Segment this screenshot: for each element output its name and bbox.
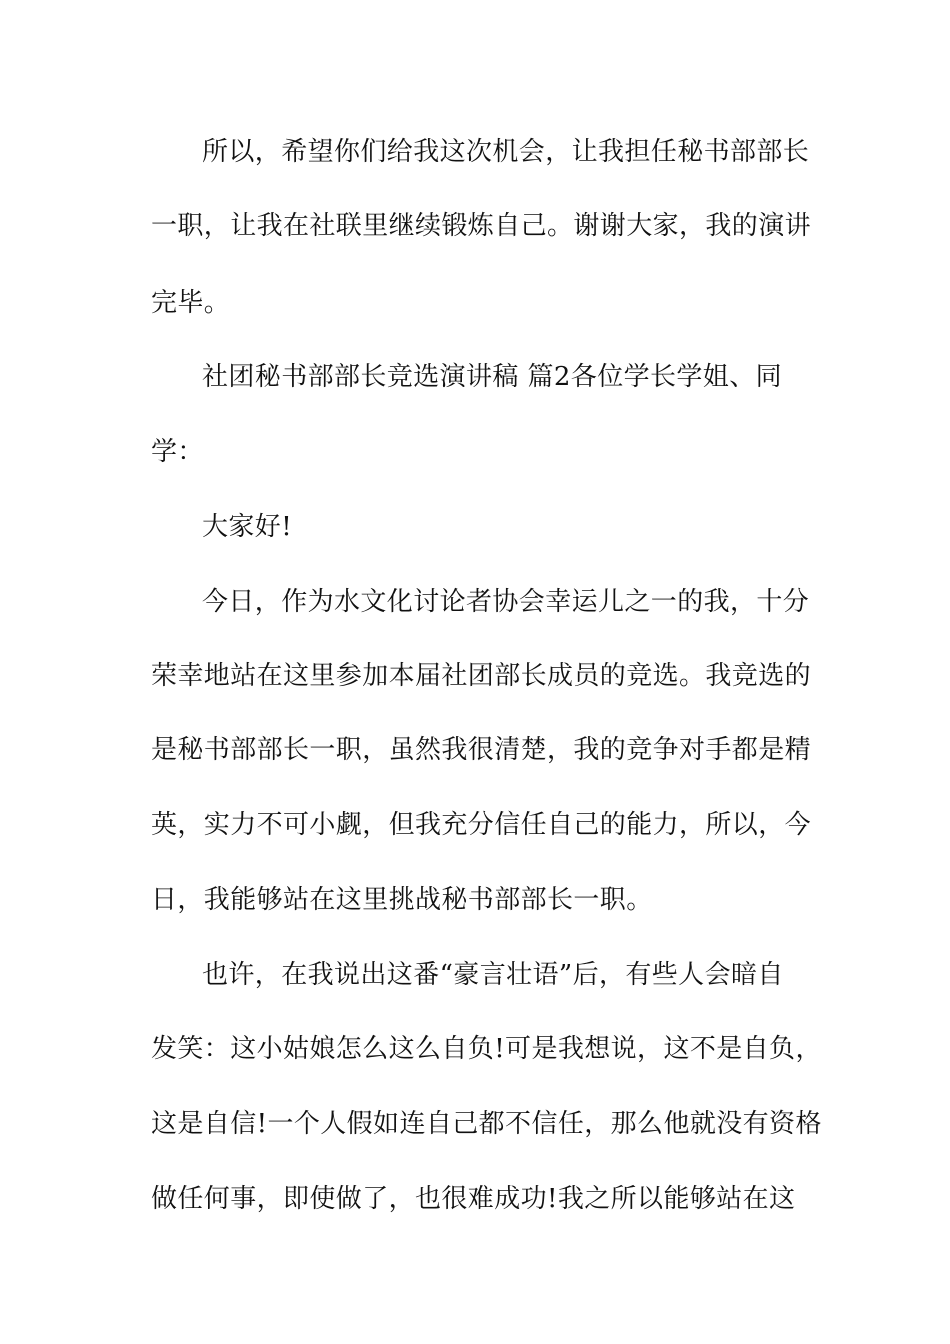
text-line: 英，实力不可小觑，但我充分信任自己的能力，所以，今 bbox=[151, 810, 812, 840]
text-line: 荣幸地站在这里参加本届社团部长成员的竞选。我竞选的 bbox=[151, 661, 812, 691]
text-line: 社团秘书部部长竞选演讲稿 篇2各位学长学姐、同 bbox=[202, 362, 783, 392]
text-line: 日，我能够站在这里挑战秘书部部长一职。 bbox=[151, 885, 653, 915]
text-line: 完毕。 bbox=[151, 288, 231, 318]
text-line: 也许，在我说出这番“豪言壮语”后，有些人会暗自 bbox=[202, 960, 784, 990]
text-line: 大家好! bbox=[202, 512, 293, 542]
text-line: 发笑：这小姑娘怎么这么自负!可是我想说，这不是自负， bbox=[151, 1034, 822, 1064]
text-line: 是秘书部部长一职，虽然我很清楚，我的竞争对手都是精 bbox=[151, 735, 812, 765]
text-line: 今日，作为水文化讨论者协会幸运儿之一的我，十分 bbox=[202, 587, 810, 617]
text-line: 做任何事，即使做了，也很难成功!我之所以能够站在这 bbox=[151, 1184, 796, 1214]
text-line: 一职，让我在社联里继续锻炼自己。谢谢大家，我的演讲 bbox=[151, 211, 812, 241]
text-line: 这是自信!一个人假如连自己都不信任，那么他就没有资格 bbox=[151, 1109, 822, 1139]
text-line: 所以，希望你们给我这次机会，让我担任秘书部部长 bbox=[202, 137, 810, 167]
text-line: 学： bbox=[151, 437, 204, 467]
